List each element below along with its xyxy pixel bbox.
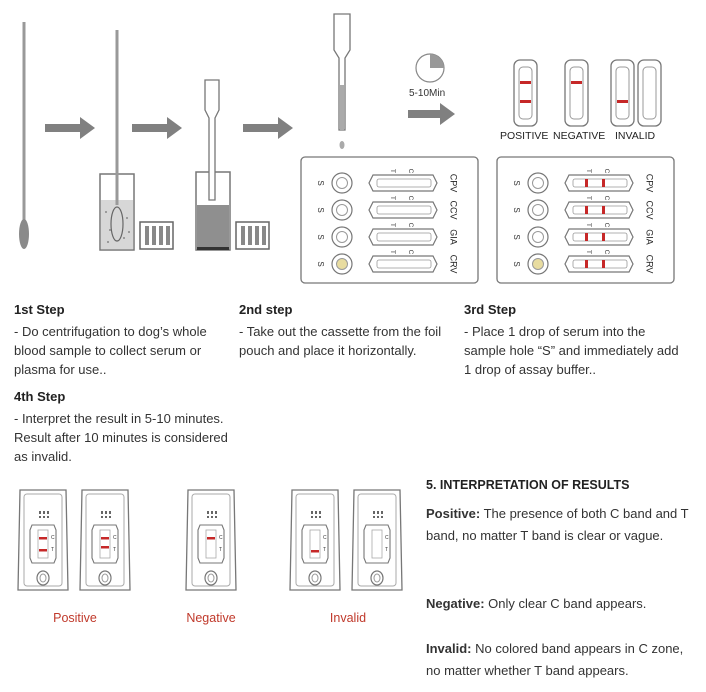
c-label: C: [385, 535, 389, 541]
test-window-icon: [565, 256, 633, 272]
cassette-illustration: [0, 480, 420, 630]
timer-icon: [416, 54, 444, 82]
procedure-illustration: [0, 0, 706, 300]
step2-text: - Take out the cassette from the foil pouch and place it horizontally.: [239, 324, 442, 358]
interpretation-title: 5. INTERPRETATION OF RESULTS: [426, 478, 630, 492]
test-window-icon: [369, 229, 437, 245]
sample-label: S: [315, 180, 325, 186]
negative-term: Negative:: [426, 596, 485, 611]
c-label: C: [113, 535, 117, 541]
cassette-label-invalid: Invalid: [329, 611, 367, 625]
t-label: T: [585, 250, 592, 254]
negative-text: Only clear C band appears.: [484, 596, 647, 611]
band: [101, 537, 109, 540]
interpretation-invalid: [426, 638, 696, 682]
test-name-label: GIA: [448, 229, 459, 245]
sample-well-icon: [309, 571, 321, 585]
step3-title: 3rd Step: [464, 302, 517, 317]
c-label: C: [219, 535, 223, 541]
test-window-icon: [369, 175, 437, 191]
test-window-icon: [565, 229, 633, 245]
test-window-icon: [369, 256, 437, 272]
t-label: T: [51, 547, 55, 553]
cassette-invalid-2: [352, 490, 402, 590]
t-label: T: [389, 169, 396, 173]
result-strip-invalid-1: [611, 60, 634, 126]
c-label: C: [323, 535, 327, 541]
sample-well-inner-icon: [337, 259, 348, 270]
c-label: C: [51, 535, 55, 541]
timer-label: 5-10Min: [409, 88, 446, 99]
sample-well-icon: [205, 571, 217, 585]
result-strip-negative: [565, 60, 588, 126]
t-label: T: [585, 196, 592, 200]
t-label: T: [585, 223, 592, 227]
buffer-strip-icon: [236, 222, 269, 249]
c-label: C: [603, 168, 610, 174]
t-label: T: [219, 547, 223, 553]
test-name-label: CCV: [448, 200, 459, 220]
sample-label: S: [511, 207, 521, 213]
test-window-icon: [565, 175, 633, 191]
arrow-icon: [45, 117, 95, 139]
t-label: T: [585, 169, 592, 173]
c-label: C: [603, 222, 610, 228]
sample-label: S: [315, 261, 325, 267]
positive-term: Positive:: [426, 506, 481, 521]
positive-text: The presence of both C band and T band, no matter T band is clear or vague.: [426, 506, 689, 543]
step1-text: - Do centrifugation to dog’s whole blood sample to collect serum or plasma for use..: [14, 324, 207, 377]
test-name-label: CCV: [644, 200, 655, 220]
invalid-text: No colored band appears in C zone, no matter whether T band appears.: [426, 641, 684, 678]
band: [39, 549, 47, 552]
sample-well-icon: [371, 571, 383, 585]
cassette-invalid-1: [290, 490, 340, 590]
arrow-icon: [408, 103, 455, 125]
result-window-icon: [30, 525, 56, 563]
label-negative: NEGATIVE: [553, 130, 606, 142]
step4-title: 4th Step: [14, 389, 66, 404]
step3-text: - Place 1 drop of serum into the sample hole “S” and immediately add 1 drop of assay buffer..: [464, 324, 679, 377]
sample-label: S: [511, 180, 521, 186]
test-name-label: GIA: [644, 229, 655, 245]
t-band: [585, 179, 588, 187]
cassette-positive-2: [80, 490, 130, 590]
band: [311, 550, 319, 553]
t-band: [585, 233, 588, 241]
step1-title: 1st Step: [14, 302, 65, 317]
t-label: T: [385, 547, 389, 553]
c-label: C: [603, 249, 610, 255]
t-label: T: [389, 223, 396, 227]
step2-title: 2nd step: [239, 302, 293, 317]
dropper-icon: [334, 14, 350, 149]
result-window-icon: [302, 525, 328, 563]
c-label: C: [407, 195, 414, 201]
sample-well-inner-icon: [533, 259, 544, 270]
sample-well-inner-icon: [533, 232, 544, 243]
sample-well-inner-icon: [337, 178, 348, 189]
cassette-negative: [186, 490, 236, 590]
band: [101, 546, 109, 549]
test-window-icon: [369, 202, 437, 218]
cassette-label-positive: Positive: [53, 611, 97, 625]
sample-label: S: [511, 234, 521, 240]
arrow-icon: [243, 117, 293, 139]
c-band: [602, 233, 605, 241]
c-label: C: [407, 222, 414, 228]
tube-with-dropper-icon: [196, 80, 230, 250]
sample-well-inner-icon: [337, 232, 348, 243]
cassette-label-negative: Negative: [186, 611, 236, 625]
band: [207, 537, 215, 540]
sample-well-inner-icon: [533, 178, 544, 189]
label-positive: POSITIVE: [500, 130, 549, 142]
c-label: C: [407, 249, 414, 255]
invalid-term: Invalid:: [426, 641, 472, 656]
sample-label: S: [315, 207, 325, 213]
cassette-positive-1: [18, 490, 68, 590]
test-name-label: CRV: [644, 254, 655, 274]
c-label: C: [603, 195, 610, 201]
c-band: [602, 260, 605, 268]
t-label: T: [323, 547, 327, 553]
test-window-icon: [565, 202, 633, 218]
test-name-label: CPV: [448, 173, 459, 193]
interpretation-positive: [426, 503, 696, 547]
tube-with-swab-icon: [100, 30, 134, 250]
sample-label: S: [511, 261, 521, 267]
t-label: T: [113, 547, 117, 553]
test-card-before: [301, 157, 478, 283]
sample-well-inner-icon: [533, 205, 544, 216]
arrow-icon: [132, 117, 182, 139]
t-band: [585, 206, 588, 214]
test-name-label: CPV: [644, 173, 655, 193]
result-strip-invalid-2: [638, 60, 661, 126]
interpretation-negative: [426, 593, 696, 615]
t-band: [585, 260, 588, 268]
test-name-label: CRV: [448, 254, 459, 274]
sample-well-icon: [37, 571, 49, 585]
band: [39, 537, 47, 540]
test-card-after: [497, 157, 674, 283]
result-strip-positive: [514, 60, 537, 126]
t-label: T: [389, 196, 396, 200]
t-label: T: [389, 250, 396, 254]
step4-text: - Interpret the result in 5-10 minutes. Result after 10 minutes is considered as invalid.: [14, 411, 228, 464]
c-band: [602, 206, 605, 214]
sample-well-inner-icon: [337, 205, 348, 216]
c-band: [602, 179, 605, 187]
result-window-icon: [92, 525, 118, 563]
sample-well-icon: [99, 571, 111, 585]
sample-label: S: [315, 234, 325, 240]
result-window-icon: [198, 525, 224, 563]
result-window-icon: [364, 525, 390, 563]
swab-icon: [19, 22, 29, 249]
label-invalid: INVALID: [615, 130, 656, 142]
buffer-strip-icon: [140, 222, 173, 249]
c-label: C: [407, 168, 414, 174]
